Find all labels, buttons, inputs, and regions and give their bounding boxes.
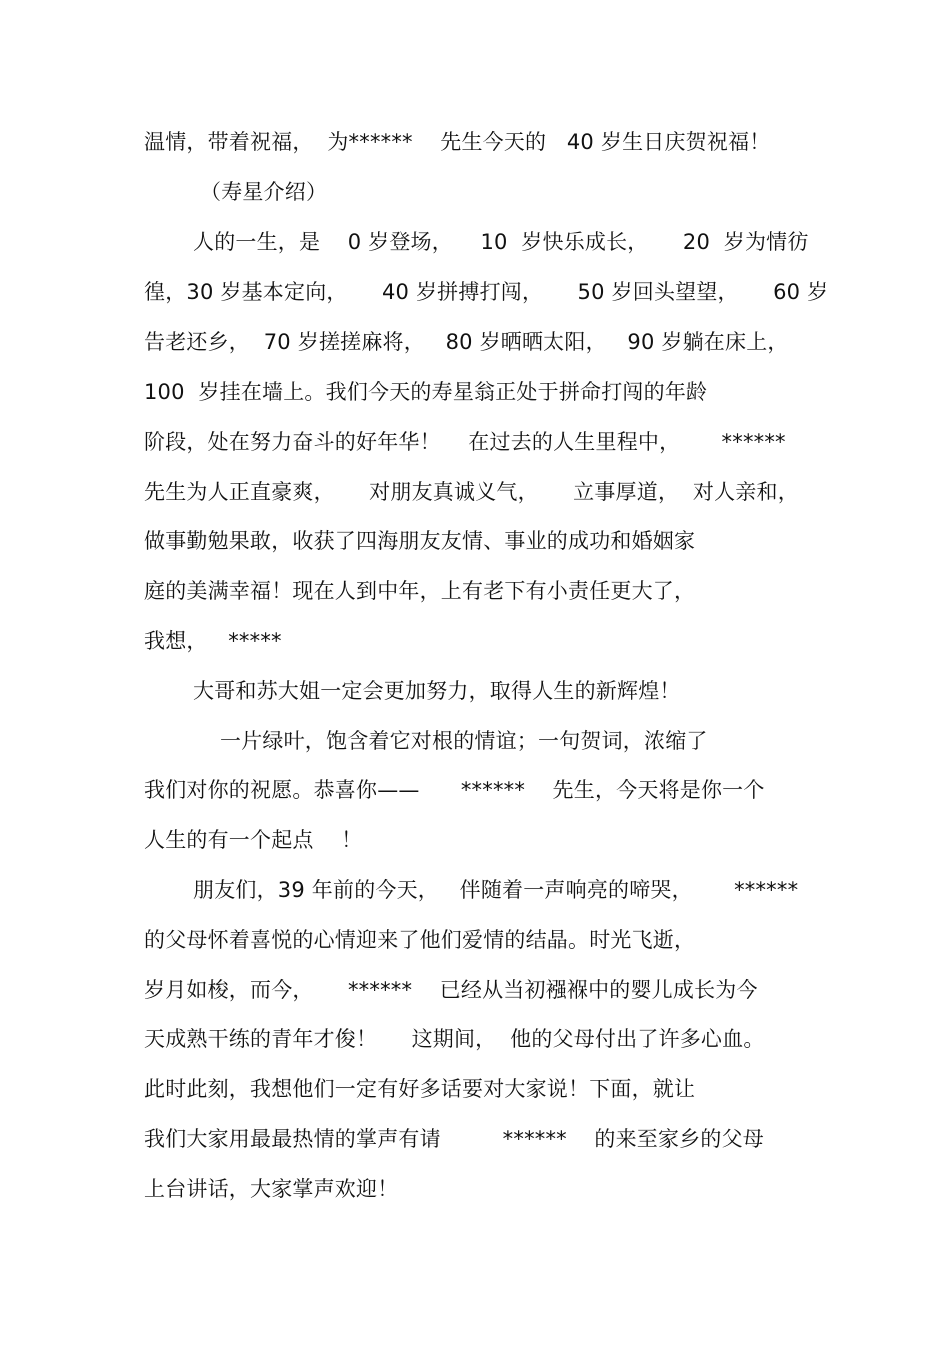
text-line-10: 庭的美满幸福！现在人到中年，上有老下有小责任更大了， xyxy=(144,579,696,603)
text-line-22: 上台讲话，大家掌声欢迎！ xyxy=(144,1177,399,1201)
text-line-3: 人的一生，是 0 岁登场， 10 岁快乐成长， 20 岁为情彷 xyxy=(193,230,809,254)
text-line-15: 人生的有一个起点 ！ xyxy=(144,828,363,852)
text-line-17: 的父母怀着喜悦的心情迎来了他们爱情的结晶。时光飞逝， xyxy=(144,928,696,952)
text-line-5: 告老还乡， 70 岁搓搓麻将， 80 岁晒晒太阳， 90 岁躺在床上， xyxy=(144,330,789,354)
text-line-4: 徨，30 岁基本定向， 40 岁拼搏打闯， 50 岁回头望望， 60 岁 xyxy=(144,280,829,304)
text-line-7: 阶段，处在努力奋斗的好年华！ 在过去的人生里程中， ****** xyxy=(144,430,786,454)
text-line-18: 岁月如梭，而今， ****** 已经从当初襁褓中的婴儿成长为今 xyxy=(144,978,758,1002)
text-line-19: 天成熟干练的青年才俊！ 这期间， 他的父母付出了许多心血。 xyxy=(144,1027,765,1051)
text-line-6: 100 岁挂在墙上。我们今天的寿星翁正处于拼命打闯的年龄 xyxy=(144,380,708,404)
text-line-11: 我想， ***** xyxy=(144,629,282,653)
text-line-14: 我们对你的祝愿。恭喜你—— ****** 先生，今天将是你一个 xyxy=(144,778,765,802)
text-line-20: 此时此刻，我想他们一定有好多话要对大家说！下面，就让 xyxy=(144,1077,696,1101)
text-line-16: 朋友们，39 年前的今天， 伴随着一声响亮的啼哭， ****** xyxy=(193,878,799,902)
text-line-21: 我们大家用最最热情的掌声有请 ****** 的来至家乡的父母 xyxy=(144,1127,764,1151)
text-line-8: 先生为人正直豪爽， 对朋友真诚义气， 立事厚道， 对人亲和， xyxy=(144,480,799,504)
text-line-12: 大哥和苏大姐一定会更加努力，取得人生的新辉煌！ xyxy=(193,679,681,703)
text-line-1: 温情，带着祝福， 为****** 先生今天的 40 岁生日庆贺祝福！ xyxy=(144,130,771,154)
text-line-9: 做事勤勉果敢，收获了四海朋友友情、事业的成功和婚姻家 xyxy=(144,529,696,553)
text-line-2: （寿星介绍） xyxy=(200,180,328,204)
text-line-13: 一片绿叶，饱含着它对根的情谊；一句贺词，浓缩了 xyxy=(220,729,708,753)
